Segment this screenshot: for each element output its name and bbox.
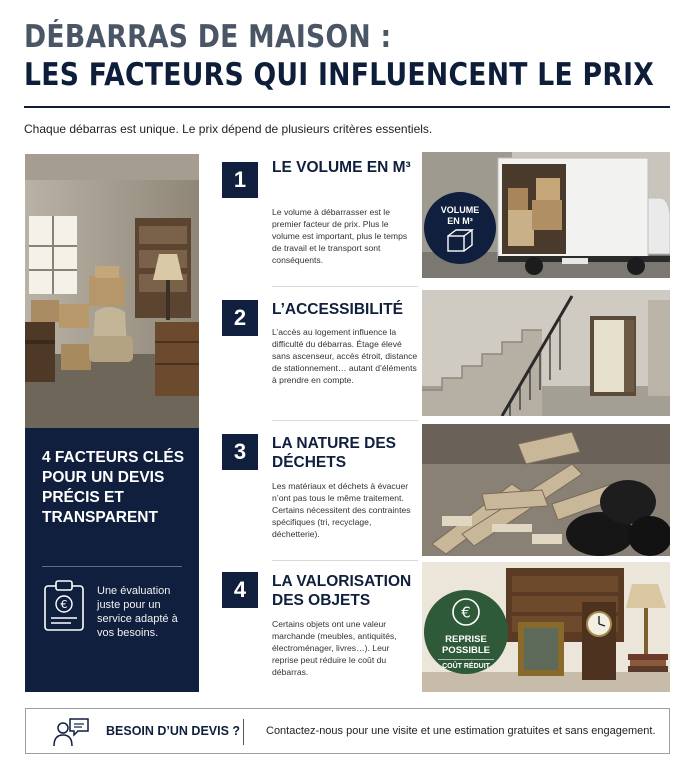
- page-title: [24, 18, 655, 94]
- summary-title: 4 FACTEURS CLÉS POUR UN DEVIS PRÉCIS ET TRANSPARENT: [42, 449, 185, 526]
- cluttered-room-photo: [25, 154, 199, 428]
- factor-number: 4: [222, 572, 258, 608]
- factor-separator: [272, 286, 418, 287]
- quote-cta-bar: [25, 708, 670, 754]
- cta-text: Contactez-nous pour une visite et une estimation gratuites et sans engagement.: [266, 725, 656, 737]
- factor-number: 3: [222, 434, 258, 470]
- resale-badge-divider: [438, 659, 494, 660]
- factor-title: L’ACCESSIBILITÉ: [272, 301, 403, 318]
- debris-photo: [422, 424, 670, 556]
- clipboard-euro-icon: [41, 578, 87, 634]
- factor-separator: [272, 420, 418, 421]
- cube-icon: [444, 228, 476, 254]
- factor-text: Certains objets ont une valeur marchande (meubles, antiquités, électroménager, livres…). Leur reprise peut réduire le coût du débarras.: [272, 619, 397, 677]
- page-subtitle: Chaque débarras est unique. Le prix dépend de plusieurs critères essentiels.: [24, 122, 433, 136]
- factor-separator: [272, 560, 418, 561]
- factor-text: Le volume à débarrasser est le premier facteur de prix. Plus le volume est important, plus le temps de travail et le transport sont conséquents.: [272, 207, 408, 265]
- factor-title: LA NATURE DES DÉCHETS: [272, 435, 396, 471]
- factor-accessibility: [222, 290, 670, 420]
- cta-divider: [243, 719, 244, 745]
- resale-badge-line1: REPRISE: [445, 634, 487, 645]
- svg-text:€: €: [60, 598, 68, 611]
- factor-text: L’accès au logement influence la difficulté du débarras. Étage élevé sans ascenseur, accès étroit, distance de stationnement… autant d’éléments à prendre en compte.: [272, 327, 418, 385]
- factor-volume: [222, 152, 670, 284]
- euro-coin-icon: [450, 596, 482, 628]
- factor-valuation: [222, 562, 670, 694]
- svg-text:€: €: [461, 603, 471, 622]
- factor-number: 2: [222, 300, 258, 336]
- title-line-2: LES FACTEURS QUI INFLUENCENT LE PRIX: [24, 57, 655, 93]
- volume-badge: [424, 192, 496, 264]
- summary-divider: [42, 566, 182, 567]
- factor-title: LE VOLUME EN M³: [272, 159, 411, 176]
- summary-panel: [25, 428, 199, 692]
- resale-badge: [424, 590, 508, 674]
- title-divider: [24, 106, 670, 108]
- volume-badge-label: VOLUME EN M³: [440, 205, 480, 226]
- factor-title: LA VALORISATION DES OBJETS: [272, 573, 412, 609]
- resale-badge-line3: COÛT RÉDUIT: [442, 663, 490, 670]
- factor-text: Les matériaux et déchets à évacuer n’ont pas tous le même traitement. Certains nécessitent des contraintes spécifiques (tri, recyclage, déchetterie).: [272, 481, 411, 539]
- cta-title: BESOIN D’UN DEVIS ?: [106, 724, 241, 738]
- factor-waste-type: [222, 424, 670, 558]
- resale-badge-line2: POSSIBLE: [441, 645, 491, 656]
- staircase-photo: [422, 290, 670, 416]
- title-line-1: DÉBARRAS DE MAISON :: [24, 19, 392, 55]
- factor-number: 1: [222, 162, 258, 198]
- summary-text: Une évaluation juste pour un service adapté à vos besoins.: [97, 585, 178, 639]
- person-chat-icon: [52, 717, 90, 747]
